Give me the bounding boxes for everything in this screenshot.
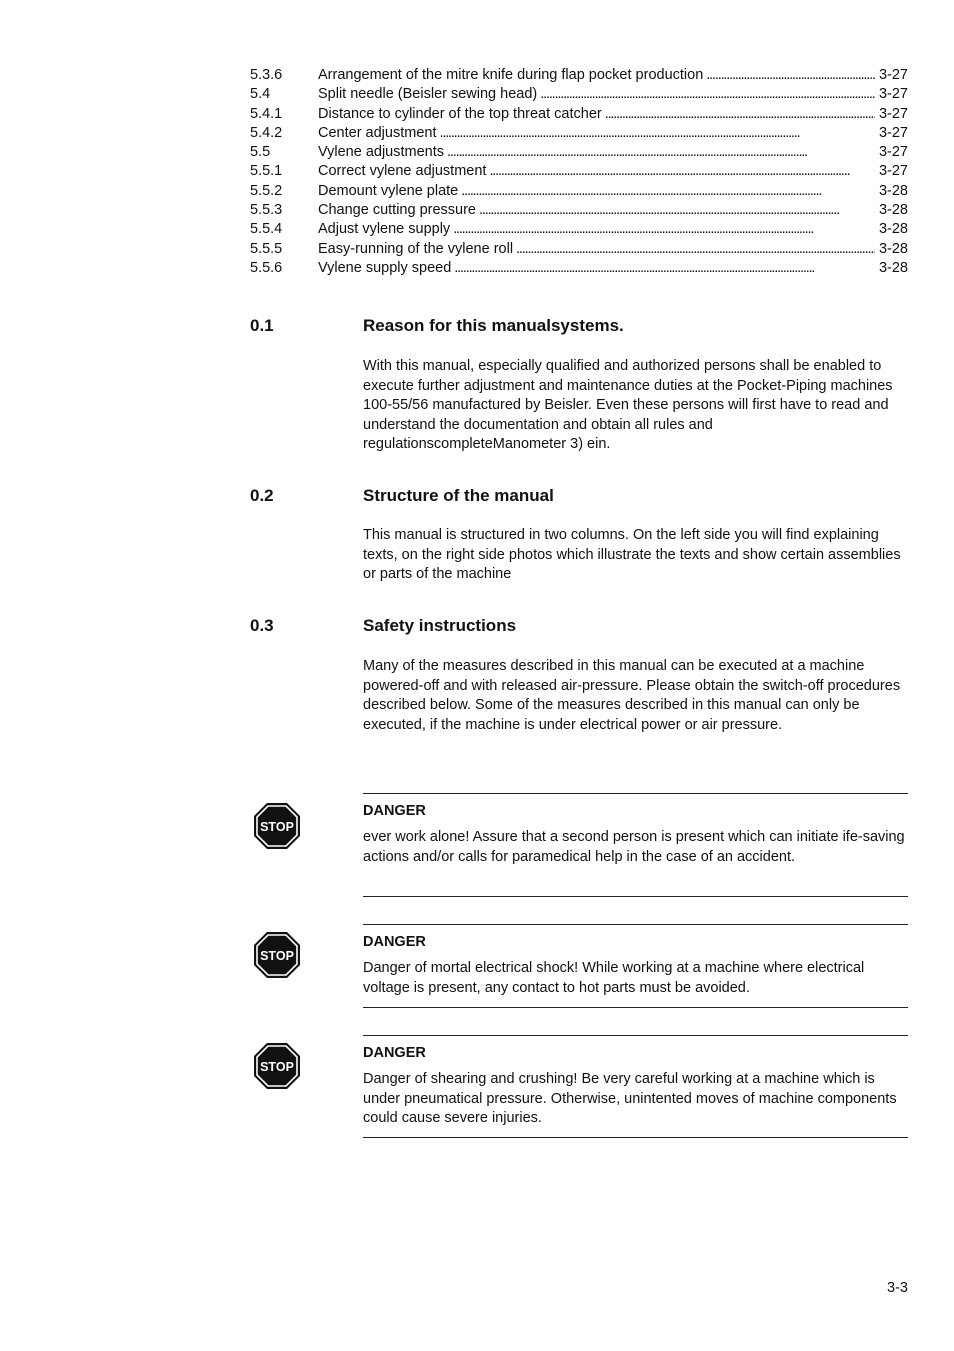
- toc-entry[interactable]: [250, 66, 908, 85]
- danger-notice: [363, 924, 908, 1008]
- toc-page: 3-28: [878, 259, 908, 276]
- section-title: Reason for this manualsystems.: [363, 316, 624, 335]
- toc-number: 5.5.6: [250, 259, 283, 276]
- toc-leader: [516, 240, 875, 259]
- toc-number: 5.5.3: [250, 202, 283, 219]
- toc-page: 3-27: [878, 86, 908, 103]
- toc-entry[interactable]: [250, 105, 908, 124]
- toc-page: 3-27: [878, 163, 908, 180]
- danger-text: Danger of mortal electrical shock! While working at a machine where electrical voltage is present, any contact to hot parts must be avoided.: [363, 960, 865, 996]
- toc-entry[interactable]: [250, 143, 908, 162]
- table-of-contents: [250, 66, 908, 278]
- stop-sign-label: STOP: [260, 820, 294, 834]
- danger-title: DANGER: [363, 934, 426, 950]
- section-title: Safety instructions: [363, 616, 517, 635]
- toc-title: Adjust vylene supply: [318, 221, 451, 238]
- toc-number: 5.5.2: [250, 182, 283, 199]
- section-number: 0.1: [250, 316, 274, 335]
- toc-page: 3-28: [878, 221, 908, 238]
- toc-number: 5.3.6: [250, 67, 283, 83]
- toc-number: 5.5: [250, 144, 271, 161]
- toc-title: Correct vylene adjustment: [318, 163, 487, 180]
- toc-title: Vylene supply speed: [318, 259, 452, 276]
- toc-title: Center adjustment: [318, 124, 437, 141]
- section-body: This manual is structured in two columns. On the left side you will find explaining texts, on the right side photos which illustrate the texts and show certain assemblies or parts of the machine: [363, 527, 901, 582]
- toc-number: 5.4.2: [250, 124, 283, 141]
- stop-sign-label: STOP: [260, 949, 294, 963]
- toc-number: 5.4.1: [250, 105, 283, 122]
- danger-notice: [363, 1035, 908, 1138]
- stop-sign-label: STOP: [260, 1060, 294, 1074]
- toc-page: 3-27: [878, 67, 908, 83]
- toc-number: 5.5.1: [250, 163, 283, 180]
- toc-leader: [454, 259, 875, 278]
- toc-leader: [447, 143, 875, 162]
- page-number: 3-3: [887, 1280, 908, 1296]
- toc-leader: [461, 182, 875, 201]
- toc-title: Vylene adjustments: [318, 144, 445, 161]
- danger-title: DANGER: [363, 803, 426, 819]
- toc-leader: [489, 162, 875, 181]
- toc-entry[interactable]: [250, 162, 908, 181]
- stop-sign-icon: [253, 931, 301, 979]
- toc-leader: [540, 85, 875, 104]
- danger-notice: [363, 793, 908, 897]
- toc-title: Demount vylene plate: [318, 182, 459, 199]
- toc-number: 5.4: [250, 86, 271, 103]
- toc-number: 5.5.4: [250, 221, 283, 238]
- toc-number: 5.5.5: [250, 240, 283, 257]
- danger-title: DANGER: [363, 1045, 426, 1061]
- section-number: 0.3: [250, 616, 274, 635]
- stop-sign-icon: [253, 1042, 301, 1090]
- toc-title: Arrangement of the mitre knife during flap pocket production: [318, 67, 704, 83]
- danger-text: ever work alone! Assure that a second person is present which can initiate ife-saving actions and/or calls for paramedical help in the case of an accident.: [363, 829, 905, 865]
- toc-leader: [479, 201, 875, 220]
- toc-page: 3-27: [878, 105, 908, 122]
- toc-page: 3-28: [878, 202, 908, 219]
- toc-title: Easy-running of the vylene roll: [318, 240, 514, 257]
- toc-title: Distance to cylinder of the top threat catcher: [318, 105, 602, 122]
- toc-leader: [453, 220, 875, 239]
- toc-page: 3-27: [878, 124, 908, 141]
- toc-entry[interactable]: [250, 220, 908, 239]
- toc-leader: [706, 66, 875, 85]
- section-title: Structure of the manual: [363, 486, 554, 505]
- toc-entry[interactable]: [250, 124, 908, 143]
- toc-page: 3-27: [878, 144, 908, 161]
- toc-entry[interactable]: [250, 85, 908, 104]
- toc-entry[interactable]: [250, 259, 908, 278]
- section-body: Many of the measures described in this manual can be executed at a machine powered-off and with released air-pressure. Please obtain the switch-off procedures described below. Some of the measures described in this manual can only be executed, if the machine is under electrical power or air pressure.: [363, 658, 901, 733]
- danger-text: Danger of shearing and crushing! Be very careful working at a machine which is under pneumatical pressure. Otherwise, unintented moves of machine components could cause severe injuries.: [363, 1071, 897, 1126]
- toc-entry[interactable]: [250, 240, 908, 259]
- toc-leader: [439, 124, 874, 143]
- toc-title: Split needle (Beisler sewing head): [318, 86, 538, 103]
- toc-entry[interactable]: [250, 182, 908, 201]
- toc-page: 3-28: [878, 182, 908, 199]
- toc-page: 3-28: [878, 240, 908, 257]
- toc-entry[interactable]: [250, 201, 908, 220]
- section-number: 0.2: [250, 486, 274, 505]
- section-body: With this manual, especially qualified and authorized persons shall be enabled to execute further adjustment and maintenance duties at the Pocket-Piping machines 100-55/56 manufactured by Beisler. Even these persons will first have to read and understand the documentation and obtain all rules and regulationscompleteManometer 3) ein.: [363, 358, 893, 452]
- toc-title: Change cutting pressure: [318, 202, 476, 219]
- stop-sign-icon: [253, 802, 301, 850]
- toc-leader: [605, 105, 875, 124]
